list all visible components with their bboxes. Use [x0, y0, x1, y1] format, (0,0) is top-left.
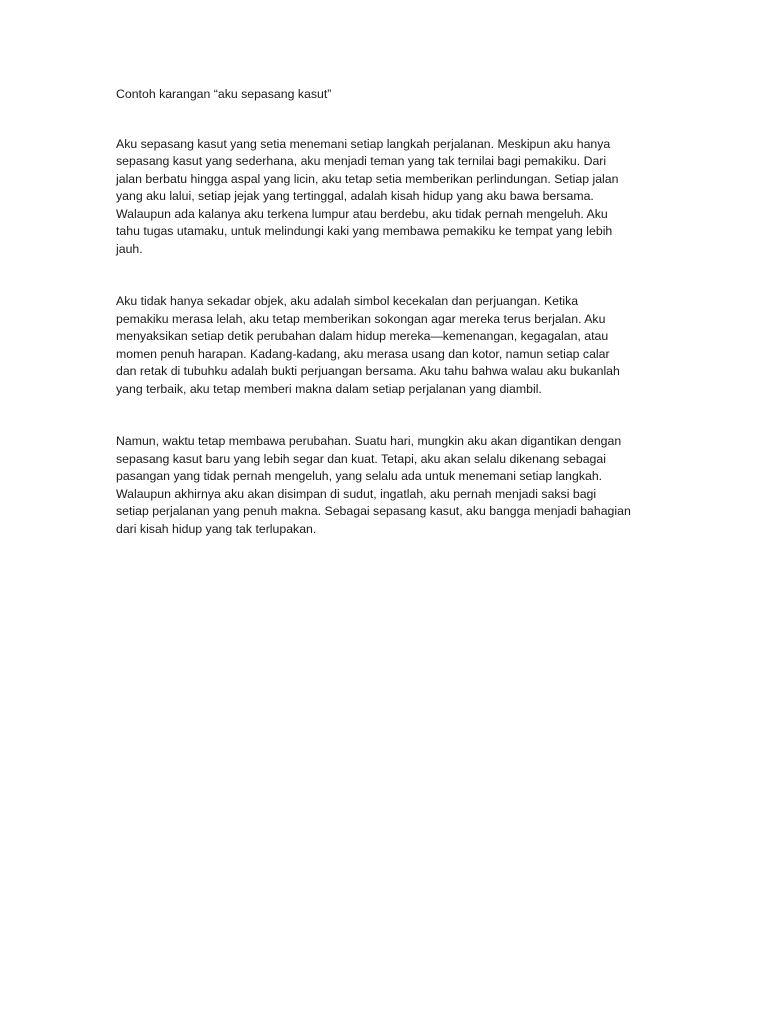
paragraph-3: Namun, waktu tetap membawa perubahan. Suatu hari, mungkin aku akan digantikan dengan sepasang kasut baru yang lebih segar dan kuat. Tetapi, aku akan selalu dikenang sebagai pasangan yang tidak pernah mengeluh, yang selalu ada untuk menemani setiap langkah. Walaupun akhirnya aku akan disimpan di sudut, ingatlah, aku pernah menjadi saksi bagi setiap perjalanan yang penuh makna. Sebagai sepasang kasut, aku bangga menjadi bahagian dari kisah hidup yang tak terlupakan.	[116, 434, 631, 536]
document-page	[116, 86, 661, 573]
document-title: Contoh karangan “aku sepasang kasut”	[116, 87, 332, 101]
paragraph-1: Aku sepasang kasut yang setia menemani setiap langkah perjalanan. Meskipun aku hanya sepasang kasut yang sederhana, aku menjadi teman yang tak ternilai bagi pemakiku. Dari jalan berbatu hingga aspal yang licin, aku tetap setia memberikan perlindungan. Setiap jalan yang aku lalui, setiap jejak yang tertinggal, adalah kisah hidup yang aku bawa bersama. Walaupun ada kalanya aku terkena lumpur atau berdebu, aku tidak pernah mengeluh. Aku tahu tugas utamaku, untuk melindungi kaki yang membawa pemakiku ke tempat yang lebih jauh.	[116, 136, 619, 256]
paragraph-2: Aku tidak hanya sekadar objek, aku adalah simbol kecekalan dan perjuangan. Ketika pemakiku merasa lelah, aku tetap memberikan sokongan agar mereka terus berjalan. Aku menyaksikan setiap detik perubahan dalam hidup mereka—kemenangan, kegagalan, atau momen penuh harapan. Kadang-kadang, aku merasa usang dan kotor, namun setiap calar dan retak di tubuhku adalah bukti perjuangan bersama. Aku tahu bahwa walau aku bukanlah yang terbaik, aku tetap memberi makna dalam setiap perjalanan yang diambil.	[116, 294, 620, 396]
